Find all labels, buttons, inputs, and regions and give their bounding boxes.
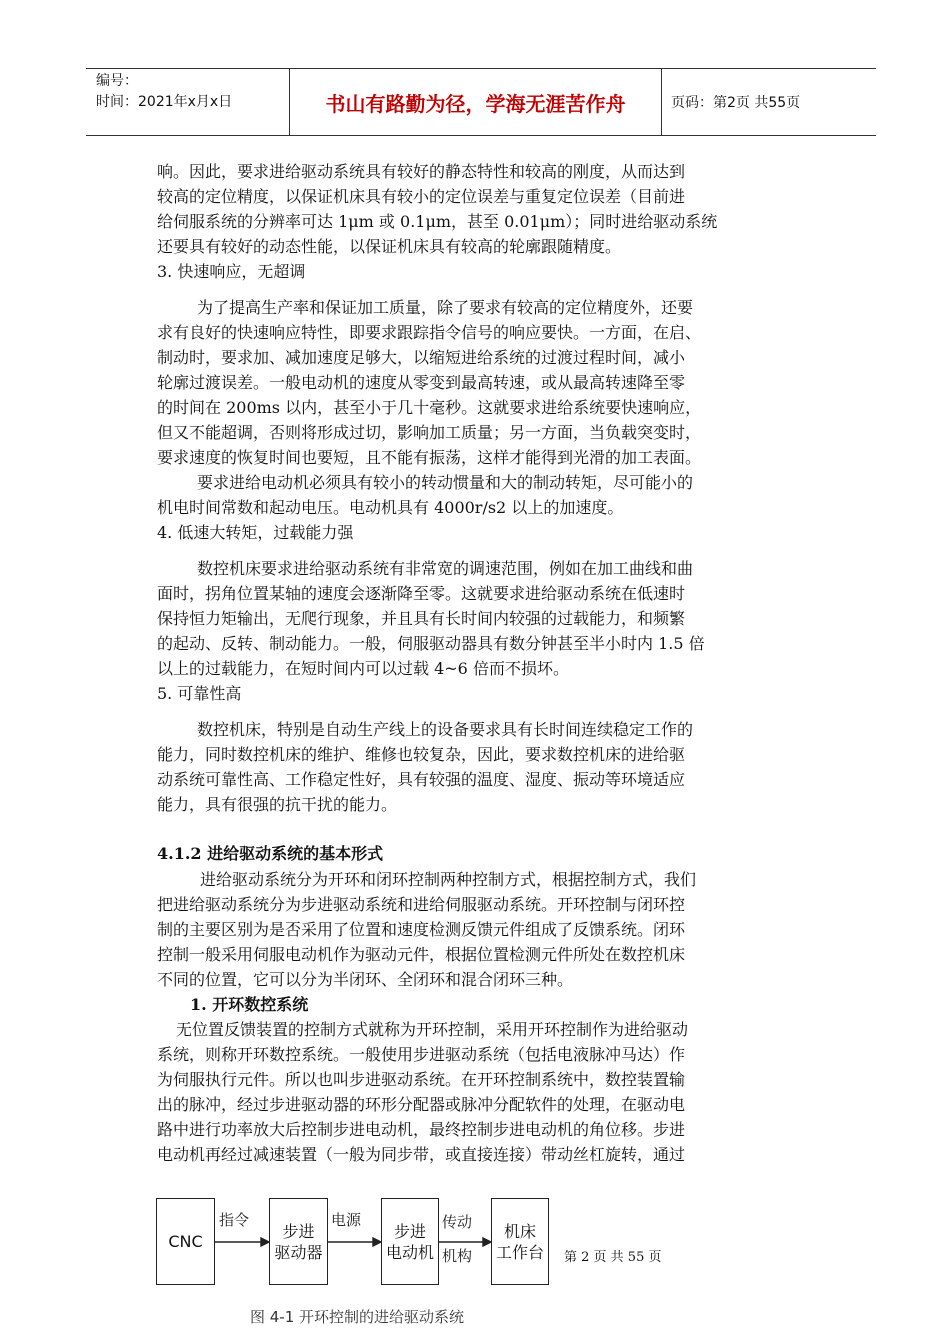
body-line: 控制一般采用伺服电动机作为驱动元件，根据位置检测元件所处在数控机床 — [157, 945, 686, 964]
body-line: 的起动、反转、制动能力。一般，伺服驱动器具有数分钟甚至半小时内 1.5 倍 — [157, 634, 705, 653]
body-line: 电动机再经过减速装置（一般为同步带，或直接连接）带动丝杠旋转，通过 — [157, 1145, 686, 1164]
body-line: 路中进行功率放大后控制步进电动机，最终控制步进电动机的角位移。步进 — [157, 1120, 686, 1139]
header-meta — [96, 71, 232, 113]
body-line: 求有良好的快速响应特性，即要求跟踪指令信号的响应要快。一方面，在启、 — [157, 323, 702, 342]
arrow-label: 电源 — [331, 1211, 362, 1229]
body-line: 出的脉冲，经过步进驱动器的环形分配器或脉冲分配软件的处理，在驱动电 — [157, 1095, 686, 1114]
body-line: 进给驱动系统分为开环和闭环控制两种控制方式，根据控制方式，我们 — [200, 870, 697, 889]
section-heading: 4. 低速大转矩，过载能力强 — [157, 523, 354, 542]
body-line: 为伺服执行元件。所以也叫步进驱动系统。在开环控制系统中，数控装置输 — [157, 1070, 686, 1089]
body-line: 的时间在 200ms 以内，甚至小于几十毫秒。这就要求进给系统要快速响应， — [157, 398, 702, 417]
header-page-number: 页码：第2页 共55页 — [671, 95, 801, 111]
section-heading: 5. 可靠性高 — [157, 684, 242, 703]
box-label: CNC — [168, 1232, 203, 1251]
page-footer: 第 2 页 共 55 页 — [564, 1250, 662, 1265]
body-line: 制动时，要求加、减加速度足够大，以缩短进给系统的过渡过程时间，减小 — [157, 348, 686, 367]
arrow-label: 机构 — [442, 1247, 473, 1265]
box-label: 步进 驱动器 — [274, 1221, 323, 1262]
box-label: 步进 电动机 — [385, 1221, 434, 1262]
section-heading: 1. 开环数控系统 — [190, 995, 309, 1014]
body-line: 保持恒力矩输出，无爬行现象，并且具有长时间内较强的过载能力，和频繁 — [157, 609, 686, 628]
box-label: 机床 工作台 — [495, 1221, 544, 1262]
stepper-driver-box — [269, 1198, 328, 1285]
body-line: 以上的过载能力，在短时间内可以过载 4~6 倍而不损坏。 — [157, 659, 569, 678]
body-line: 轮廓过渡误差。一般电动机的速度从零变到最高转速，或从最高转速降至零 — [157, 373, 686, 392]
body-line: 能力，具有很强的抗干扰的能力。 — [157, 795, 398, 814]
header-time: 时间：2021年x月x日 — [96, 94, 233, 110]
arrow-label: 指令 — [219, 1211, 250, 1229]
header-top-rule — [86, 68, 876, 69]
body-line: 要求速度的恢复时间也要短，且不能有振荡，这样才能得到光滑的加工表面。 — [157, 448, 702, 467]
body-line: 把进给驱动系统分为步进驱动系统和进给伺服驱动系统。开环控制与闭环控 — [157, 895, 686, 914]
page-header — [86, 68, 876, 136]
header-motto: 书山有路勤为径，学海无涯苦作舟 — [325, 92, 626, 116]
body-line: 响。因此，要求进给驱动系统具有较好的静态特性和较高的刚度，从而达到 — [157, 162, 686, 181]
body-line: 无位置反馈装置的控制方式就称为开环控制，采用开环控制作为进给驱动 — [176, 1020, 689, 1039]
machine-table-box — [491, 1198, 549, 1285]
body-line: 为了提高生产率和保证加工质量，除了要求有较高的定位精度外，还要 — [197, 298, 694, 317]
header-bottom-rule — [86, 135, 876, 136]
arrowhead — [261, 1238, 269, 1246]
body-line: 动系统可靠性高、工作稳定性好，具有较强的温度、湿度、振动等环境适应 — [157, 770, 686, 789]
arrowhead — [373, 1238, 381, 1246]
subsection-heading: 4.1.2 进给驱动系统的基本形式 — [157, 844, 384, 863]
body-line: 不同的位置，它可以分为半闭环、全闭环和混合闭环三种。 — [157, 970, 574, 989]
stepper-motor-box — [381, 1198, 439, 1285]
body-line: 数控机床要求进给驱动系统有非常宽的调速范围，例如在加工曲线和曲 — [197, 559, 694, 578]
body-line: 系统，则称开环数控系统。一般使用步进驱动系统（包括电液脉冲马达）作 — [157, 1045, 686, 1064]
section-heading: 3. 快速响应，无超调 — [157, 262, 306, 281]
body-line: 数控机床，特别是自动生产线上的设备要求具有长时间连续稳定工作的 — [197, 720, 694, 739]
arrow-label: 传动 — [442, 1213, 473, 1231]
cnc-box — [156, 1198, 215, 1285]
body-line: 给伺服系统的分辨率可达 1μm 或 0.1μm，甚至 0.01μm）；同时进给驱动系统 — [157, 212, 718, 231]
header-divider — [661, 68, 662, 136]
body-line: 较高的定位精度，以保证机床具有较小的定位误差与重复定位误差（目前进 — [157, 187, 686, 206]
figure-block-diagram — [156, 1195, 556, 1290]
body-line: 能力，同时数控机床的维护、维修也较复杂，因此，要求数控机床的进给驱 — [157, 745, 686, 764]
body-line: 要求进给电动机必须具有较小的转动惯量和大的制动转矩，尽可能小的 — [197, 473, 694, 492]
arrowhead — [483, 1238, 491, 1246]
body-line: 机电时间常数和起动电压。电动机具有 4000r/s2 以上的加速度。 — [157, 498, 624, 517]
body-line: 还要具有较好的动态性能，以保证机床具有较高的轮廓跟随精度。 — [157, 237, 622, 256]
body-line: 制的主要区别为是否采用了位置和速度检测反馈元件组成了反馈系统。闭环 — [157, 920, 686, 939]
header-code: 编号： — [96, 73, 138, 89]
body-line: 但又不能超调，否则将形成过切，影响加工质量；另一方面，当负载突变时， — [157, 423, 702, 442]
figure-caption: 图 4-1 开环控制的进给驱动系统 — [250, 1308, 465, 1326]
body-line: 面时，拐角位置某轴的速度会逐渐降至零。这就要求进给驱动系统在低速时 — [157, 584, 686, 603]
